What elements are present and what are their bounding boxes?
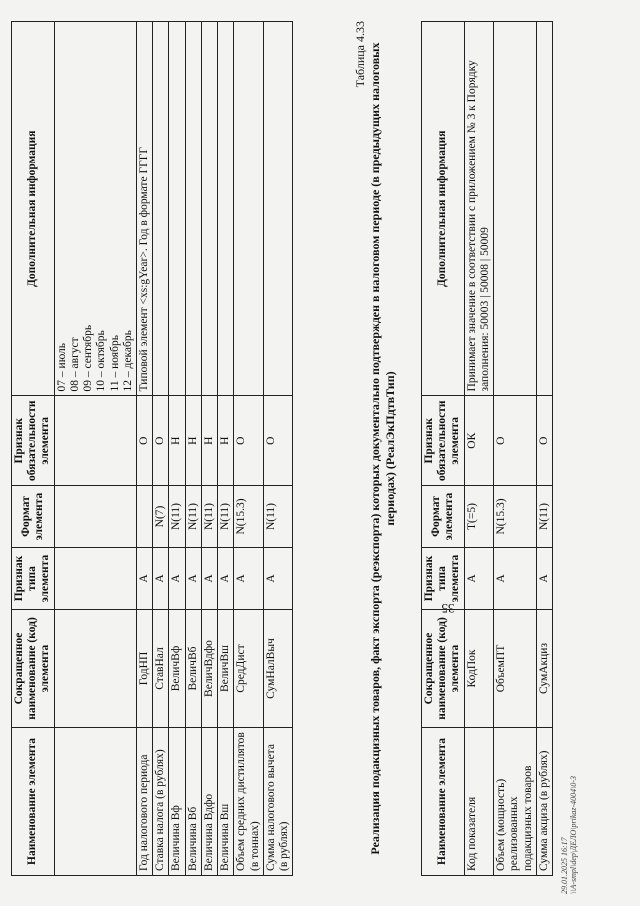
header-name: Наименование элемента [422,728,465,876]
table-row: Год налогового периода ГодНП А О Типовой элемент <xs:gYear>. Год в формате ГГГГ [136,22,152,876]
page-number: 35 [441,601,455,616]
table-row: Ставка налога (в рублях) СтавНал А N(7) О [153,22,169,876]
table-row: Величина Вф ВеличВф А N(11) Н [169,22,185,876]
table-row: Величина Вб ВеличВб А N(11) Н [185,22,201,876]
header-format: Формат элемента [422,486,465,548]
rotated-content [1,2,639,904]
table-header-row [12,22,55,876]
header-code: Сокращенное наименование (код) элемента [12,610,55,728]
months-list: 07 – июль 08 – август 09 – сентябрь 10 – октябрь 11 – ноябрь 12 – декабрь [54,22,136,396]
table-header-row [422,22,465,876]
header-code: Сокращенное наименование (код) элемента [422,610,465,728]
header-name: Наименование элемента [12,728,55,876]
table-row: Сумма акциза (в рублях) СумАкциз А N(11) О [536,22,552,876]
file-stamp: 29.01.2025 16:17 \\A-smpl\dep\ДЕЛО\prikaz-4004\0-3 [560,775,578,894]
header-required: Признак обязательности элемента [12,396,55,486]
header-info: Дополнительная информация [422,22,465,396]
table-row: Величина Вдфо ВеличВдфо А N(11) Н [201,22,217,876]
table-row: Объем (мощность) реализованных подакцизных товаров ОбъемПТ А N(15.3) О [494,22,537,876]
table-row: Код показателя КодПок А T(=5) ОК Принимает значение в соответствии с приложением № 3 к Порядку заполнения: 50003 | 50008 | 50009 [464,22,493,876]
table-row: Величина Вш ВеличВш А N(11) Н [218,22,234,876]
table-number: Таблица 4.33 [353,21,367,88]
table-row: Объем средних дистиллятов (в тоннах) СредДист А N(15.3) О [234,22,263,876]
header-format: Формат элемента [12,486,55,548]
table-title: Реализация подакцизных товаров, факт экспорта (реэкспорта) которых документально подтвержден в налоговом периоде (в предыдущих налоговых периодах) (РеалЭкПдтвТип) [368,42,397,855]
header-type: Признак типа элемента [422,548,465,610]
table-continuation [11,21,293,876]
table-4-33 [421,21,553,876]
header-info: Дополнительная информация [12,22,55,396]
table-row: Сумма налогового вычета (в рублях) СумНалВыч А N(11) О [263,22,292,876]
header-required: Признак обязательности элемента [422,396,465,486]
table-row-months [54,22,136,876]
header-type: Признак типа элемента [12,548,55,610]
